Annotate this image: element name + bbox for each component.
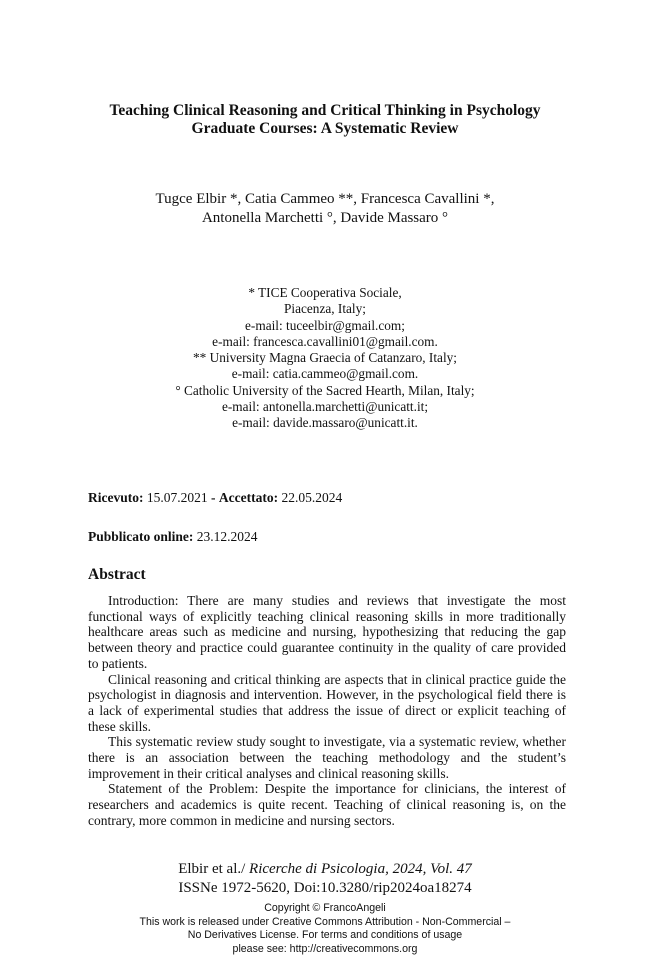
authors-block (60, 190, 590, 228)
paper-title (60, 102, 590, 138)
received-date: 15.07.2021 (146, 490, 208, 505)
authors-line-1: Tugce Elbir *, Catia Cammeo **, Francesca Cavallini *, (155, 191, 495, 207)
abstract-paragraph: Statement of the Problem: Despite the importance for clinicians, the interest of researchers and academics is quite recent. Teaching of clinical reasoning is, on the contrary, more common in medicine and nursing sectors. (88, 781, 566, 828)
abstract-paragraph: Introduction: There are many studies and reviews that investigate the most functional ways of explicitly teaching clinical reasoning skills in more traditionally healthcare areas such as medicine and nursing, hypothesizing that reducing the gap between theory and practice could guarantee continuity in the quality of care provided to patients. (88, 593, 566, 671)
license-line: No Derivatives License. For terms and conditions of usage (187, 929, 463, 941)
title-line-1: Teaching Clinical Reasoning and Critical Thinking in Psychology (109, 102, 541, 119)
affiliation-line: Piacenza, Italy; (284, 301, 366, 317)
email-line: e-mail: davide.massaro@unicatt.it. (232, 415, 418, 431)
abstract-body (88, 593, 566, 829)
email-line: e-mail: tuceelbir@gmail.com; (245, 317, 405, 333)
published-line (88, 529, 258, 545)
abstract-paragraph: Clinical reasoning and critical thinking are aspects that in clinical practice guide the psychologist in diagnosis and intervention. However, in the psychological field there is a lack of experimental studies that address the issue of direct or explicit teaching of these skills. (88, 671, 566, 734)
received-accepted-line (88, 490, 342, 506)
published-date: 23.12.2024 (196, 529, 258, 544)
abstract-heading: Abstract (88, 566, 146, 583)
received-label: Ricevuto: (88, 490, 144, 505)
citation-block (60, 860, 590, 898)
copyright-line: Copyright © FrancoAngeli (264, 902, 386, 914)
authors-line-2: Antonella Marchetti °, Davide Massaro ° (201, 210, 449, 226)
affiliation-line: * TICE Cooperativa Sociale, (248, 285, 402, 300)
affiliations-block (60, 285, 590, 432)
email-line: e-mail: francesca.cavallini01@gmail.com. (212, 333, 438, 349)
affiliation-line: ** University Magna Graecia of Catanzaro, Italy; (193, 350, 457, 366)
citation-authors: Elbir et al./ (178, 861, 246, 877)
citation-line (60, 860, 590, 879)
title-line-2: Graduate Courses: A Systematic Review (191, 120, 459, 137)
license-block (60, 902, 590, 956)
published-label: Pubblicato online: (88, 529, 194, 544)
accepted-label: Accettato: (218, 490, 279, 505)
citation-journal: Ricerche di Psicologia, 2024, Vol. 47 (249, 861, 472, 877)
issn-doi-line: ISSNe 1972-5620, Doi:10.3280/rip2024oa18274 (178, 880, 472, 896)
accepted-date: 22.05.2024 (281, 490, 343, 505)
license-link-line: please see: http://creativecommons.org (232, 942, 418, 955)
email-line: e-mail: antonella.marchetti@unicatt.it; (221, 399, 429, 415)
affiliation-line: ° Catholic University of the Sacred Hearth, Milan, Italy; (175, 382, 475, 398)
email-line: e-mail: catia.cammeo@gmail.com. (231, 366, 419, 382)
date-separator: - (210, 490, 216, 505)
license-line: This work is released under Creative Commons Attribution - Non-Commercial – (139, 915, 511, 928)
abstract-paragraph: This systematic review study sought to investigate, via a systematic review, whether there is an association between the teaching methodology and the student’s improvement in their critical analyses and clinical reasoning skills. (88, 734, 566, 781)
